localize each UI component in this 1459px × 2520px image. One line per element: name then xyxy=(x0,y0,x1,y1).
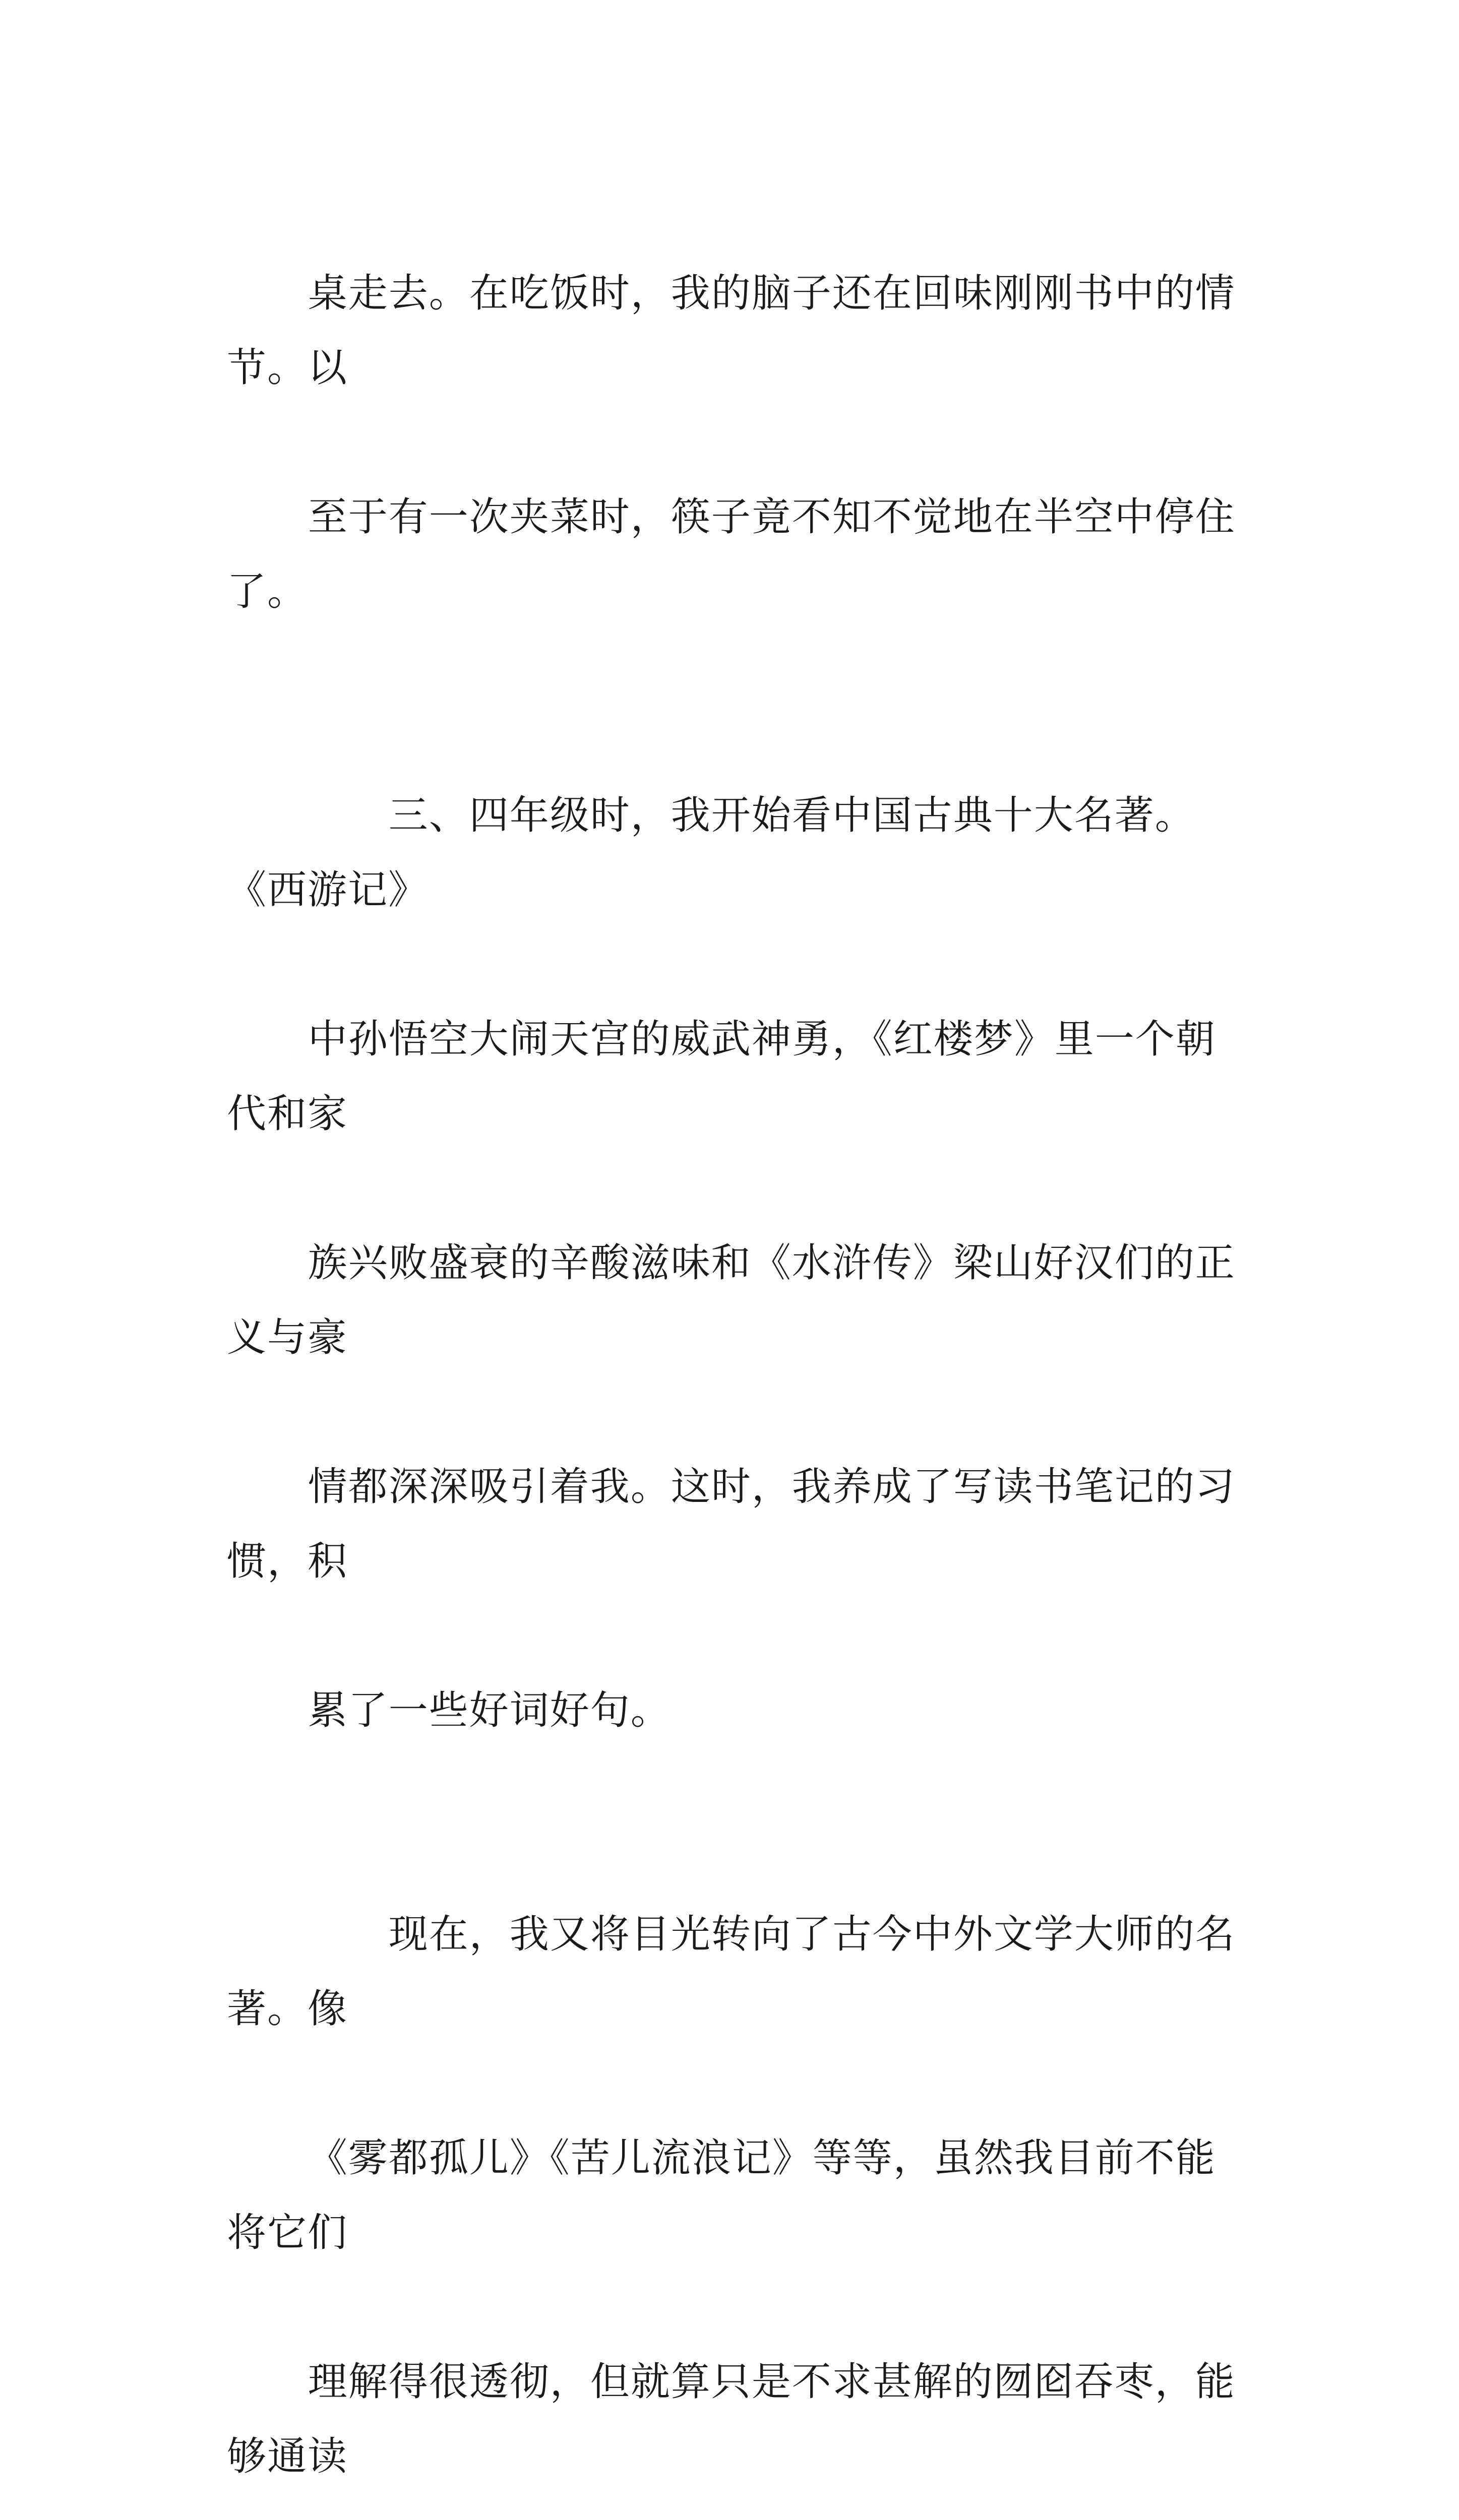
text-line: 《雾都孤儿》《苦儿流浪记》等等，虽然我目前不能将它们 xyxy=(227,2135,1216,2255)
text-line: 至于有一次夹菜时，筷子竟不知不觉地在半空中停住了。 xyxy=(227,494,1236,614)
text-line: 现在，我又将目光转向了古今中外文学大师的名著。像 xyxy=(227,1912,1236,2032)
text-line: 情都深深吸引着我。这时，我养成了写读书笔记的习惯，积 xyxy=(227,1464,1236,1584)
paragraph xyxy=(227,181,1255,704)
paragraph xyxy=(227,1822,1255,2520)
text-line: 桌走去。在吃饭时，我的脑子还在回味刚刚书中的情节。以 xyxy=(227,271,1236,391)
paragraph xyxy=(227,704,1255,1822)
text-line: 族兴败盛衰的辛酸滋味和《水浒传》梁山好汉们的正义与豪 xyxy=(227,1240,1236,1360)
text-line: 中孙悟空大闹天宫的威武神勇，《红楼梦》里一个朝代和家 xyxy=(227,1017,1216,1137)
text-line: 累了一些好词好句。 xyxy=(308,1688,671,1733)
text-line: 理解得很透彻，但就算只是不求甚解的囫囵吞枣，能够通读 xyxy=(227,2359,1236,2479)
document-body xyxy=(227,181,1255,2520)
text-line: 三、四年级时，我开始看中国古典十大名著。《西游记》 xyxy=(227,793,1195,913)
